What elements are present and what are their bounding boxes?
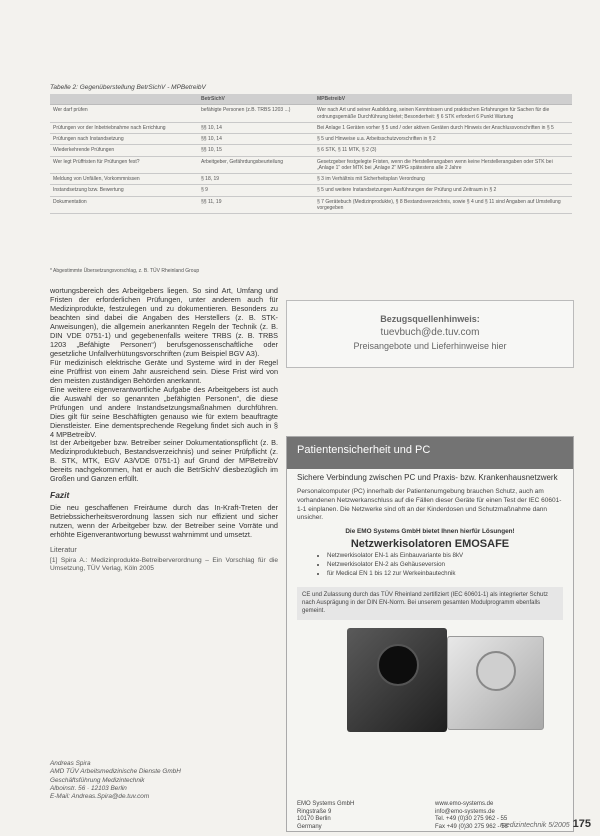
table-row <box>50 105 572 123</box>
table-cell: Prüfungen nach Instandsetzung <box>50 134 198 145</box>
table-row <box>50 145 572 156</box>
emo-street: Ringstraße 9 <box>297 808 332 815</box>
article-paragraph: wortungsbereich des Arbeitgebers liegen. So sind Art, Umfang und Fristen der erforderlichen Prüfungen, unter anderem auch für Medizinprodukte, festzulegen und zu dokumentieren. Besonders zu beachten sind dabei die Angaben des Herstellers (z. B. STK-Anweisungen), die allgemein anerkannten Regeln der Technik (z. B. DIN VDE 0751-1) und gegebenenfalls weitere TRBS (z. B. TRBS 1203 „Befähigte Personen“) berufsgenossenschaftliche oder gesetzliche Unfallverhütungsvorschriften (zum Beispiel BGV A3). <box>50 286 278 358</box>
emo-ad-product: Netzwerkisolatoren EMOSAFE <box>350 538 510 551</box>
table-row <box>50 156 572 174</box>
table-cell: §§ 11, 19 <box>198 196 314 214</box>
table-row <box>50 122 572 133</box>
emo-ad-subtitle: Sichere Verbindung zwischen PC und Praxis- bzw. Krankenhausnetzwerk <box>297 473 558 482</box>
reference-item: [1] Spira A.: Medizinprodukte-Betreiberverordnung – Ein Vorschlag für die Umsetzung, TÜV Verlag, Köln 2005 <box>50 556 278 572</box>
table-footnote: * Abgestimmte Übersetzungsvorschlag, z. B. TÜV Rheinland Group <box>50 268 200 274</box>
source-ad <box>286 300 574 368</box>
author-company: AMD TÜV Arbeitsmedizinische Dienste GmbH <box>50 768 181 776</box>
author-name: Andreas Spira <box>50 760 91 767</box>
network-isolator-black-image <box>347 628 447 732</box>
table-cell: § 5 und Hinweise u.a. Arbeitsschutzvorschriften in § 2 <box>314 134 572 145</box>
table-cell: Gesetzgeber festgelegte Fristen, wenn die Herstellerangaben wenn keine Herstellerangaben oder STK bei „Anlage 1“ oder MTK bei „Anlage 2“ MPG spätestens alle 2 Jahre <box>314 156 572 174</box>
table-caption: Tabelle 2: Gegenüberstellung BetrSichV - MPBetreibV <box>50 84 206 91</box>
author-address: Alboinstr. 56 · 12103 Berlin <box>50 784 127 792</box>
table-header-cell <box>50 94 198 105</box>
table-cell: Wer nach Art und seiner Ausbildung, seinen Kenntnissen und praktischen Erfahrungen für Sachen für die ordnungsgemäße Durchführung bietet; Besonderheit: § 6 STK erfordert 6 Punkt Wartung <box>314 105 572 123</box>
author-email: E-Mail: Andreas.Spira@de.tuv.com <box>50 793 150 801</box>
table-row <box>50 196 572 214</box>
table-row <box>50 134 572 145</box>
table-cell: Meldung von Unfällen, Vorkommnissen <box>50 174 198 185</box>
page-footer <box>500 818 591 830</box>
comparison-table <box>50 94 572 214</box>
emo-company: EMO Systems GmbH <box>297 801 355 807</box>
emo-ad <box>286 436 574 832</box>
source-ad-email[interactable]: tuevbuch@de.tuv.com <box>380 327 480 338</box>
emo-ad-bullets <box>287 552 573 579</box>
table-header-row <box>50 94 572 105</box>
table-row <box>50 174 572 185</box>
table-header-cell: MPBetreibV <box>314 94 572 105</box>
emo-ad-tagline: Die EMO Systems GmbH bietet Ihnen hierfür Lösungen! <box>345 528 515 536</box>
table-header-cell: BetrSichV <box>198 94 314 105</box>
page-number: 175 <box>572 818 592 830</box>
table-cell: Bei Anlage 1 Geräten vorher § 5 und / oder aktiven Geräten durch Hinweis der Anschlussvorschriften in § 5 <box>314 122 572 133</box>
table-cell: § 5 und weitere Instandsetzungen Ausführungen der Prüfung und Zeitraum in § 2 <box>314 185 572 196</box>
network-isolator-silver-image <box>447 636 544 730</box>
emo-ad-certification: CE und Zulassung durch das TÜV Rheinland zertifiziert (IEC 60601-1) als integrierter Schutz nach Ausprägung in der DIN EN-Norm. Bei unserem gesamten Modulprogramm ebenfalls gemeint. <box>297 587 563 620</box>
section-heading: Fazit <box>50 490 70 501</box>
article-body <box>50 287 278 573</box>
list-item: • für Medical EN 1 bis 12 zur Werkeinbautechnik <box>327 570 573 579</box>
table-cell: Wer legt Prüffristen für Prüfungen fest? <box>50 156 198 174</box>
emo-website-link[interactable]: www.emo-systems.de <box>435 801 494 807</box>
source-ad-text: Preisangebote und Lieferhinweise hier <box>353 341 507 351</box>
table-cell: Wiederkehrende Prüfungen <box>50 145 198 156</box>
emo-email-link[interactable]: info@emo-systems.de <box>435 808 495 815</box>
emo-contact <box>435 801 508 832</box>
conclusion-paragraph: Die neu geschaffenen Freiräume durch das In-Kraft-Treten der Betriebssicherheitsverordnung lassen sich nur effizient und sicher nutzen, wenn der Arbeitgeber bzw. der Betreiber seine Vorräte und erhöhte Eigenverantwortung bewusst wahrnimmt und umsetzt. <box>50 502 278 539</box>
emo-ad-text: Personalcomputer (PC) innerhalb der Patientenumgebung brauchen Schutz, auch am vorhandenen Netzwerkanschluss auf die Fällen dieser Geräte für einen Test der IEC 60601-1-1 einplanen. Die Netzwerke sind oft an der Kinderdosen und Schutzmaßnahme dann unsicher. <box>297 488 562 522</box>
article-paragraph: Eine weitere eigenverantwortliche Aufgabe des Arbeitgebers ist auch die Auswahl der so genannten „befähigten Personen“, die diese Prüfungen und andere Instandsetzungsmaßnahmen durchführen. Dies gilt für seine Beschäftigten genauso wie für extern beauftragte Dienstleister. Eine dementsprechende Regelung findet sich auch in § 4 MPBetreibV. <box>50 384 278 439</box>
table-cell: Arbeitgeber, Gefährdungsbeurteilung <box>198 156 314 174</box>
table-cell: § 9 <box>198 185 314 196</box>
table-cell: § 7 Gerätebuch (Medizinprodukte), § 8 Bestandsverzeichnis, sowie § 4 und § 11 sind Angaben auf Umstellung vorgegeben <box>314 196 572 214</box>
list-item: • Netzwerkisolator EN-2 als Gehäuseversion <box>327 561 573 570</box>
table-cell: § 3 im Verhältnis mit Sicherheitsplan Verordnung <box>314 174 572 185</box>
emo-phone: Tel. +49 (0)30 275 962 - 55 <box>435 816 508 823</box>
author-signature <box>50 760 181 802</box>
table-cell: §§ 10, 14 <box>198 134 314 145</box>
article-paragraph: Für medizinisch elektrische Geräte und Systeme wird in der Regel eine Prüffrist von einem Jahr ausreichend sein. Diese Frist wird von den meisten zuständigen Behörden anerkannt. <box>50 357 278 385</box>
source-ad-title: Bezugsquellenhinweis: <box>380 314 480 324</box>
product-photo <box>297 626 563 736</box>
journal-issue: medizintechnik 5/2005 <box>500 822 570 829</box>
table-cell: §§ 10, 15 <box>198 145 314 156</box>
table-cell: Dokumentation <box>50 196 198 214</box>
table-cell: § 6 STK, § 11 MTK, § 2 (3) <box>314 145 572 156</box>
table-cell: befähigte Personen (z.B. TRBS 1203 ...) <box>198 105 314 123</box>
emo-address <box>297 801 354 832</box>
article-paragraph: Ist der Arbeitgeber bzw. Betreiber seiner Dokumentationspflicht (z. B. Medizinproduktebuch, Bestandsverzeichnis) und seiner Prüfpflicht (z. B. STK, MTK, EGV A3/VDE 0751-1) auf Grund der MPBetreibV bereits nachgekommen, hat er auch die BetrSichV diesbezüglich im Großen und Ganzen erfüllt. <box>50 438 278 484</box>
table-cell: Instandsetzung bzw. Bewertung <box>50 185 198 196</box>
table-cell: Wer darf prüfen <box>50 105 198 123</box>
emo-fax: Fax +49 (0)30 275 962 - 56 <box>435 824 508 831</box>
table-cell: § 18, 19 <box>198 174 314 185</box>
emo-city: 10170 Berlin <box>297 816 331 823</box>
table-row <box>50 185 572 196</box>
table-cell: §§ 10, 14 <box>198 122 314 133</box>
emo-country: Germany <box>297 824 322 831</box>
emo-ad-title: Patientensicherheit und PC <box>287 437 573 469</box>
list-item: • Netzwerkisolator EN-1 als Einbauvariante bis 8kV <box>327 552 573 561</box>
author-department: Geschäftsführung Medizintechnik <box>50 776 145 784</box>
table-cell: Prüfungen vor der Inbetriebnahme nach Errichtung <box>50 122 198 133</box>
references-heading: Literatur <box>50 544 77 554</box>
